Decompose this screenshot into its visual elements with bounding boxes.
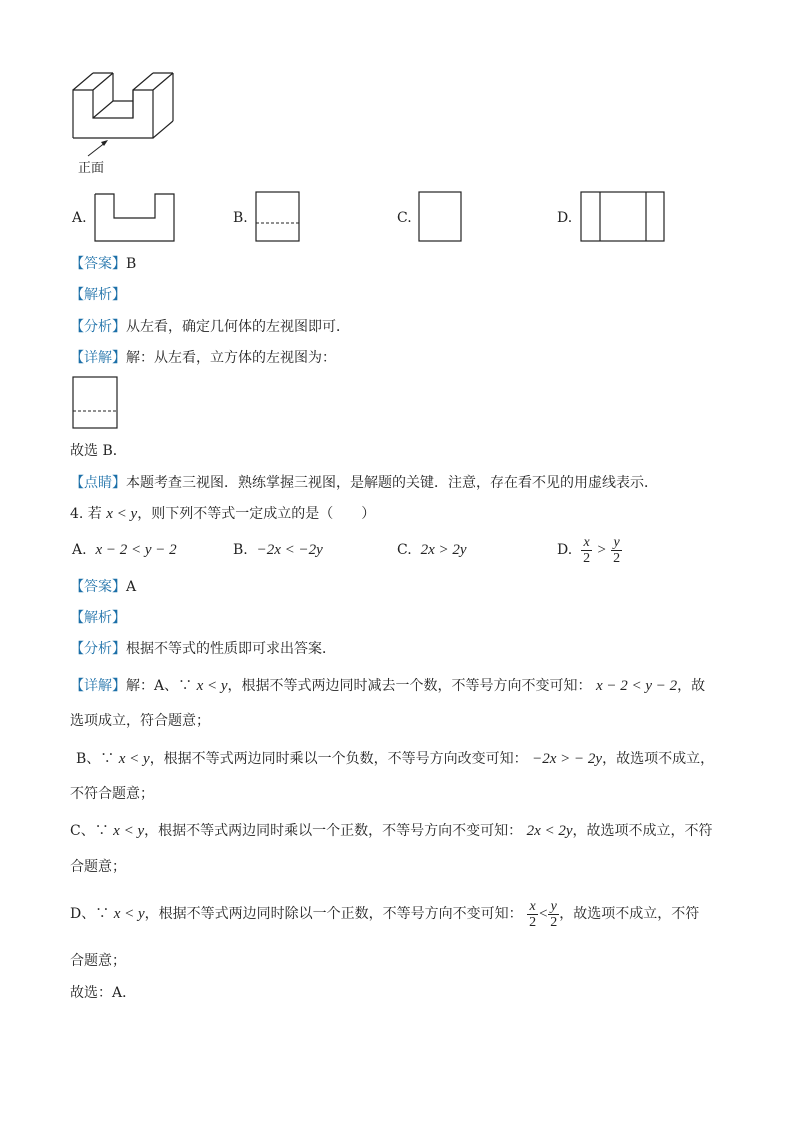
q4-stem-suffix: ，则下列不等式一定成立的是（ ） — [137, 506, 376, 522]
q4-option-d — [557, 533, 622, 567]
front-label: 正面 — [78, 161, 105, 176]
q4-fenxi-line — [70, 640, 336, 658]
q3-detail-line — [70, 349, 336, 367]
q4-answer-tag: 【答案】 — [70, 579, 126, 595]
q4-detail-d: D、∵ x < y，根据不等式两边同时除以一个正数，不等号方向不变可知： $\frac{x}{2}$ < $\frac{y}{2}$ ，故选项不成立，不符 — [70, 898, 700, 930]
q3-option-b-letter: B. — [233, 210, 248, 226]
q4-detail-c-math: 2x < 2y — [526, 823, 573, 839]
q4-option-d-letter: D. — [557, 542, 573, 558]
q4-option-c — [397, 541, 467, 559]
q4-option-b-letter: B. — [233, 542, 248, 558]
q4-stem-math: x < y — [106, 506, 138, 522]
q4-detail-b-mid: ，根据不等式两边同时乘以一个负数，不等号方向改变可知： — [149, 751, 528, 767]
left-view-figure — [72, 376, 120, 430]
q4-detail-a-math: x − 2 < y − 2 — [595, 678, 678, 694]
q4-fenxi-text: 根据不等式的性质即可求出答案． — [126, 641, 336, 657]
q3-answer-value: B — [126, 256, 137, 272]
q4-detail-d-xy: x < y — [113, 906, 145, 922]
q4-detail-a-mid: ，根据不等式两边同时减去一个数，不等号方向不变可知： — [227, 678, 592, 694]
q3-dianjing-line — [70, 474, 658, 492]
q4-stem — [70, 505, 375, 523]
q3-option-c-letter: C. — [397, 210, 412, 226]
q4-detail-c-pre: C、∵ — [70, 823, 109, 839]
q4-answer-line — [70, 578, 136, 596]
q3-fenxi-tag: 【分析】 — [70, 319, 126, 335]
q4-detail-a-xy: x < y — [196, 678, 228, 694]
q4-detail-a-post: ，故 — [677, 678, 706, 694]
q4-option-a-letter: A. — [72, 542, 87, 558]
u-block-figure — [70, 70, 190, 150]
q4-detail-c — [70, 822, 713, 840]
q3-fenxi-text: 从左看，确定几何体的左视图即可． — [126, 319, 350, 335]
q4-detail-c-line2: 合题意； — [70, 859, 126, 875]
q3-fenxi-line — [70, 318, 350, 336]
q4-option-d-frac-right: $\frac{y}{2}$ — [613, 534, 621, 566]
q4-stem-prefix: 4. 若 — [70, 506, 102, 522]
q3-analysis-tag: 【解析】 — [70, 287, 126, 303]
q4-detail-d-mid: ，根据不等式两边同时除以一个正数，不等号方向不变可知： — [144, 906, 523, 922]
q4-detail-b-xy: x < y — [118, 751, 150, 767]
rect-two-lines-icon — [580, 191, 666, 243]
q4-detail-b-post: ，故选项不成立， — [602, 751, 715, 767]
q3-option-a-letter: A. — [72, 210, 87, 226]
u-shape-icon — [94, 193, 176, 243]
square-dashed-line-icon — [255, 191, 301, 243]
q4-detail-c-post: ，故选项不成立，不符 — [572, 823, 713, 839]
q3-detail-tag: 【详解】 — [70, 350, 126, 366]
q3-dianjing-text: 本题考查三视图．熟练掌握三视图，是解题的关键．注意，存在看不见的用虚线表示． — [126, 475, 658, 491]
q4-detail-d-post: ，故选项不成立，不符 — [559, 906, 700, 922]
q4-detail-a — [70, 677, 705, 695]
q4-option-d-op: > — [596, 542, 607, 558]
q4-detail-a-line2: 选项成立，符合题意； — [70, 713, 210, 729]
q3-dianjing-tag: 【点睛】 — [70, 475, 126, 491]
q4-detail-b-line2: 不符合题意； — [70, 786, 154, 802]
q4-option-a-math: x − 2 < y − 2 — [95, 542, 177, 558]
q4-analysis-tag: 【解析】 — [70, 610, 126, 626]
q4-detail-d-line2: 合题意； — [70, 953, 126, 969]
q4-choose: 故选：A． — [70, 985, 137, 1001]
q4-detail-d-frac-right: $\frac{y}{2}$ — [550, 898, 558, 930]
q4-option-a — [72, 541, 177, 559]
q3-option-d-letter: D. — [557, 210, 573, 226]
q4-option-b — [233, 541, 323, 559]
q3-answer-line — [70, 255, 136, 273]
q4-detail-a-pre: 解：A、∵ — [126, 678, 193, 694]
q4-option-c-math: 2x > 2y — [420, 542, 467, 558]
square-icon — [418, 191, 463, 243]
q4-detail-tag: 【详解】 — [70, 678, 126, 694]
q4-detail-d-pre: D、∵ — [70, 906, 110, 922]
q3-choose: 故选 B． — [70, 443, 127, 459]
q4-option-d-frac-left: $\frac{x}{2}$ — [583, 534, 591, 566]
q4-detail-c-mid: ，根据不等式两边同时乘以一个正数，不等号方向不变可知： — [144, 823, 523, 839]
q4-answer-value: A — [126, 579, 137, 595]
q4-detail-d-frac-left: $\frac{x}{2}$ — [529, 898, 537, 930]
q4-fenxi-tag: 【分析】 — [70, 641, 126, 657]
q3-answer-tag: 【答案】 — [70, 256, 126, 272]
q4-detail-b — [76, 750, 714, 768]
q4-detail-b-math: −2x > − 2y — [532, 751, 603, 767]
q4-option-b-math: −2x < −2y — [256, 542, 323, 558]
q4-option-c-letter: C. — [397, 542, 412, 558]
q4-detail-b-pre: B、∵ — [76, 751, 115, 767]
q4-detail-c-xy: x < y — [113, 823, 145, 839]
q3-detail-text: 解：从左看，立方体的左视图为： — [126, 350, 336, 366]
